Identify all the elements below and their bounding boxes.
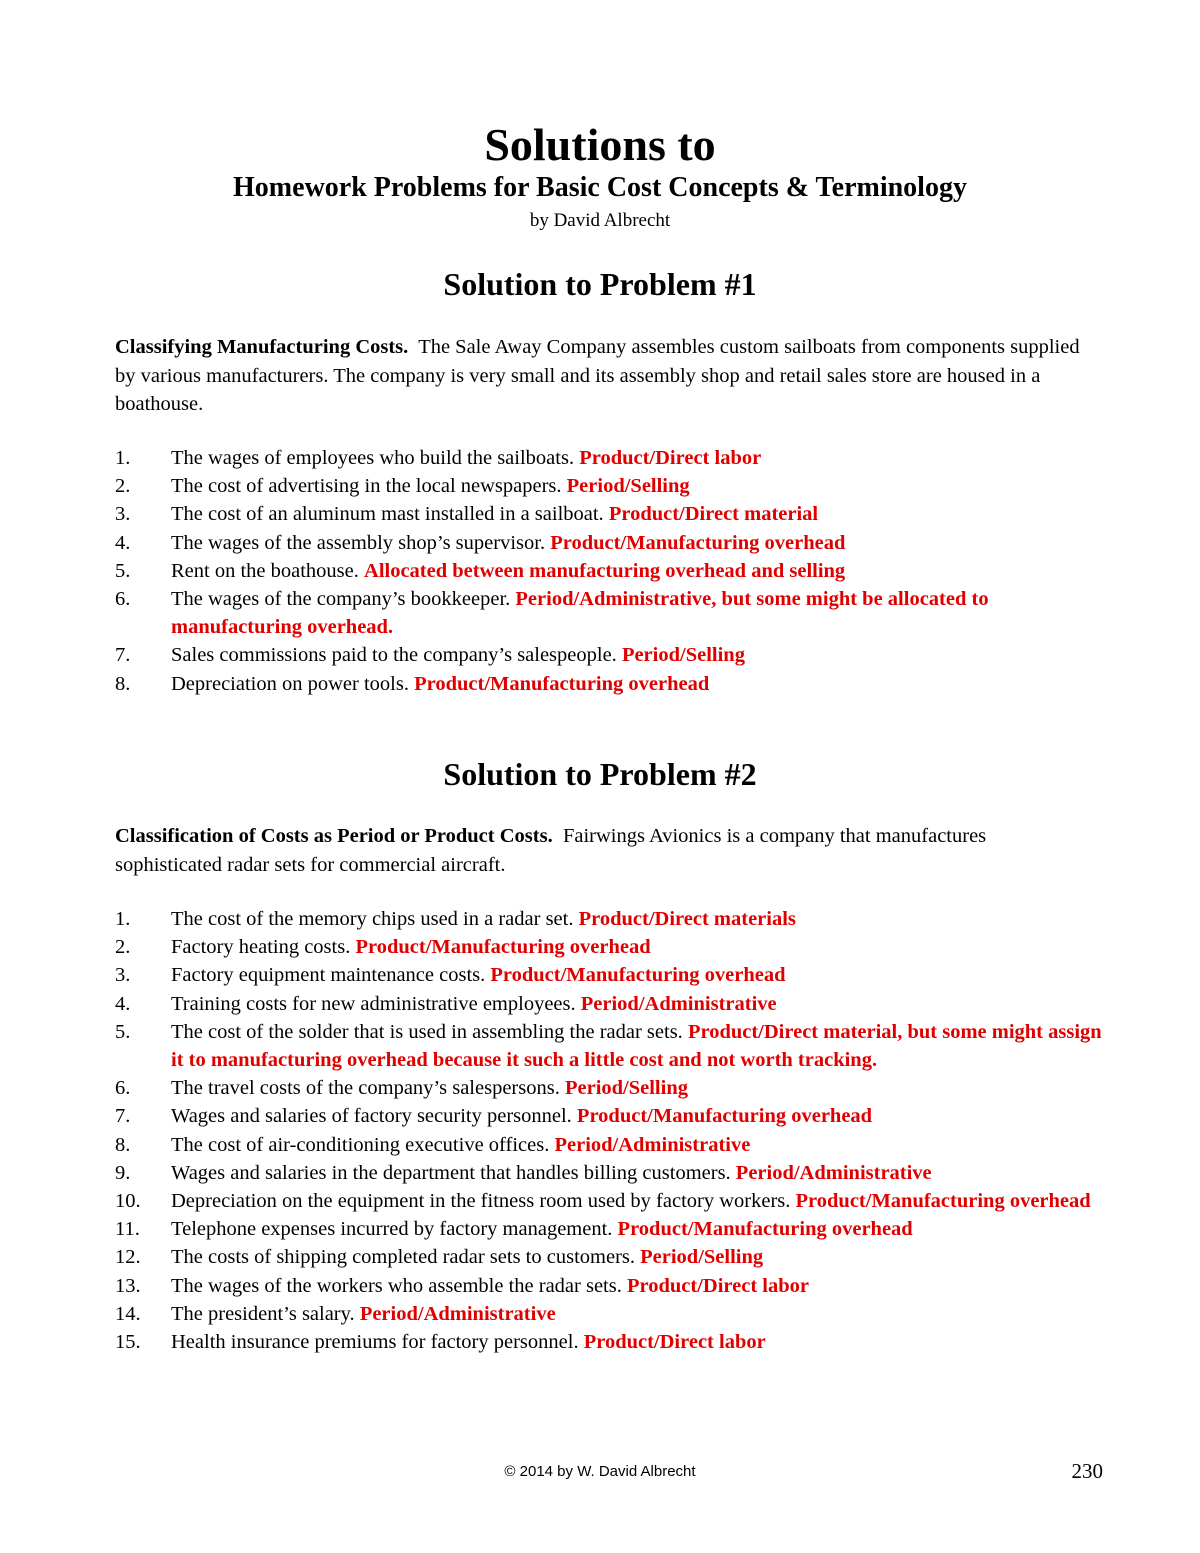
item-text: Factory equipment maintenance costs. bbox=[171, 964, 486, 987]
item-number: 4. bbox=[115, 992, 131, 1015]
item-answer: Product/Direct labor bbox=[583, 1331, 766, 1354]
item-number: 5. bbox=[115, 559, 131, 582]
item-body bbox=[171, 1187, 1105, 1215]
item-answer: Period/Administrative bbox=[735, 1161, 932, 1184]
item-body bbox=[171, 670, 1105, 698]
item-text: The wages of employees who build the sailboats. bbox=[171, 447, 575, 469]
item-answer: Product/Manufacturing overhead bbox=[550, 531, 846, 554]
page-number: 230 bbox=[1071, 1459, 1103, 1483]
problem-2-intro bbox=[115, 822, 1095, 879]
list-item bbox=[115, 585, 1105, 641]
list-item bbox=[115, 933, 1105, 961]
footer-copyright: © 2014 by W. David Albrecht bbox=[504, 1463, 696, 1480]
item-number: 11. bbox=[115, 1218, 140, 1241]
item-body bbox=[171, 1215, 1105, 1243]
list-item bbox=[115, 1018, 1105, 1074]
problem-2-heading: Solution to Problem #2 bbox=[443, 756, 757, 792]
item-number: 13. bbox=[115, 1274, 141, 1297]
problem-1-intro-text: The Sale Away Company assembles custom sailboats from components supplied by various manufacturers. The company is very small and its assembly shop and retail sales store are housed in a boathouse. bbox=[115, 336, 1080, 415]
item-text: The wages of the assembly shop’s supervisor. bbox=[171, 531, 546, 554]
item-number: 1. bbox=[115, 447, 131, 469]
list-item bbox=[115, 1159, 1105, 1187]
item-text: Rent on the boathouse. bbox=[171, 559, 359, 582]
item-text: The wages of the workers who assemble the radar sets. bbox=[171, 1274, 622, 1297]
list-item bbox=[115, 1102, 1105, 1130]
item-body bbox=[171, 1328, 1105, 1356]
item-answer: Product/Direct labor bbox=[579, 447, 762, 469]
item-body bbox=[171, 1131, 1105, 1159]
item-answer: Product/Manufacturing overhead bbox=[795, 1190, 1091, 1213]
item-body bbox=[171, 905, 1105, 933]
item-answer: Period/Administrative bbox=[359, 1302, 556, 1325]
item-answer: Period/Selling bbox=[566, 475, 690, 498]
list-item bbox=[115, 670, 1105, 698]
item-text: The cost of advertising in the local newspapers. bbox=[171, 475, 562, 498]
item-text: The cost of the solder that is used in assembling the radar sets. bbox=[171, 1020, 683, 1043]
item-answer: Period/Administrative bbox=[580, 992, 777, 1015]
item-number: 9. bbox=[115, 1161, 131, 1184]
item-answer: Period/Selling bbox=[621, 644, 745, 667]
list-item bbox=[115, 444, 1105, 472]
item-number: 7. bbox=[115, 644, 131, 667]
item-text: Health insurance premiums for factory personnel. bbox=[171, 1331, 579, 1354]
list-item bbox=[115, 472, 1105, 500]
item-answer: Product/Manufacturing overhead bbox=[355, 936, 651, 959]
page-title: Solutions to bbox=[484, 119, 716, 170]
item-number: 2. bbox=[115, 936, 131, 959]
item-text: The cost of an aluminum mast installed in a sailboat. bbox=[171, 503, 604, 526]
item-body bbox=[171, 472, 1105, 500]
item-body bbox=[171, 1074, 1105, 1102]
list-item bbox=[115, 641, 1105, 669]
item-body bbox=[171, 500, 1105, 528]
item-number: 7. bbox=[115, 1105, 131, 1128]
item-body bbox=[171, 1300, 1105, 1328]
item-body bbox=[171, 933, 1105, 961]
item-text: The president’s salary. bbox=[171, 1302, 355, 1325]
item-body bbox=[171, 1272, 1105, 1300]
problem-2-list bbox=[115, 905, 1105, 1356]
list-item bbox=[115, 1215, 1105, 1243]
item-text: Depreciation on power tools. bbox=[171, 672, 409, 695]
item-number: 2. bbox=[115, 475, 131, 498]
item-number: 6. bbox=[115, 588, 131, 611]
item-number: 14. bbox=[115, 1302, 141, 1325]
item-answer: Product/Direct material bbox=[608, 503, 819, 526]
list-item bbox=[115, 1187, 1105, 1215]
item-answer: Allocated between manufacturing overhead and selling bbox=[364, 559, 846, 582]
list-item bbox=[115, 1328, 1105, 1356]
item-answer: Product/Direct materials bbox=[578, 908, 796, 930]
item-answer: Product/Direct material, but some might assign it to manufacturing overhead because it such a little cost and not worth tracking. bbox=[171, 1020, 1102, 1072]
item-body bbox=[171, 961, 1105, 989]
item-body bbox=[171, 1102, 1105, 1130]
item-number: 8. bbox=[115, 672, 131, 695]
item-answer: Product/Manufacturing overhead bbox=[490, 964, 786, 987]
item-number: 1. bbox=[115, 908, 131, 930]
list-item bbox=[115, 500, 1105, 528]
item-body bbox=[171, 444, 1105, 472]
item-body bbox=[171, 641, 1105, 669]
item-text: Sales commissions paid to the company’s salespeople. bbox=[171, 644, 617, 667]
item-text: The costs of shipping completed radar sets to customers. bbox=[171, 1246, 635, 1269]
list-item bbox=[115, 529, 1105, 557]
item-body bbox=[171, 1243, 1105, 1271]
item-body bbox=[171, 557, 1105, 585]
problem-1-list bbox=[115, 444, 1105, 698]
item-text: Depreciation on the equipment in the fitness room used by factory workers. bbox=[171, 1190, 791, 1213]
list-item bbox=[115, 1300, 1105, 1328]
list-item bbox=[115, 1074, 1105, 1102]
item-text: Factory heating costs. bbox=[171, 936, 351, 959]
item-text: The wages of the company’s bookkeeper. bbox=[171, 588, 511, 611]
item-number: 3. bbox=[115, 964, 131, 987]
list-item bbox=[115, 1272, 1105, 1300]
item-text: Wages and salaries of factory security personnel. bbox=[171, 1105, 572, 1128]
list-item bbox=[115, 990, 1105, 1018]
list-item bbox=[115, 1243, 1105, 1271]
item-answer: Period/Administrative bbox=[554, 1133, 751, 1156]
item-text: The travel costs of the company’s salespersons. bbox=[171, 1077, 560, 1100]
item-number: 6. bbox=[115, 1077, 131, 1100]
item-number: 3. bbox=[115, 503, 131, 526]
item-answer: Product/Manufacturing overhead bbox=[576, 1105, 873, 1128]
item-text: The cost of the memory chips used in a radar set. bbox=[171, 908, 574, 930]
item-number: 15. bbox=[115, 1331, 141, 1354]
item-body bbox=[171, 1018, 1105, 1074]
item-number: 8. bbox=[115, 1133, 131, 1156]
item-answer: Period/Selling bbox=[564, 1077, 688, 1100]
item-answer: Period/Administrative, but some might be allocated to manufacturing overhead. bbox=[171, 588, 989, 639]
item-body bbox=[171, 990, 1105, 1018]
problem-1-intro-lead: Classifying Manufacturing Costs. bbox=[115, 336, 409, 358]
problem-1-heading: Solution to Problem #1 bbox=[443, 266, 757, 302]
item-body bbox=[171, 585, 1105, 641]
list-item bbox=[115, 905, 1105, 933]
list-item bbox=[115, 557, 1105, 585]
item-answer: Product/Direct labor bbox=[626, 1274, 809, 1297]
page-subtitle: Homework Problems for Basic Cost Concepts & Terminology bbox=[233, 172, 967, 203]
item-body bbox=[171, 1159, 1105, 1187]
problem-2-intro-text: Fairwings Avionics is a company that manufactures sophisticated radar sets for commercial aircraft. bbox=[115, 825, 987, 876]
item-text: Training costs for new administrative employees. bbox=[171, 992, 576, 1015]
item-answer: Product/Manufacturing overhead bbox=[617, 1218, 913, 1241]
item-text: The cost of air-conditioning executive offices. bbox=[171, 1133, 550, 1156]
item-answer: Product/Manufacturing overhead bbox=[414, 672, 710, 695]
item-number: 10. bbox=[115, 1190, 141, 1213]
problem-2-intro-lead: Classification of Costs as Period or Product Costs. bbox=[115, 825, 553, 847]
item-number: 5. bbox=[115, 1020, 131, 1043]
item-number: 4. bbox=[115, 531, 131, 554]
problem-1-intro bbox=[115, 333, 1095, 419]
author-line: by David Albrecht bbox=[529, 210, 671, 231]
list-item bbox=[115, 961, 1105, 989]
item-text: Telephone expenses incurred by factory management. bbox=[171, 1218, 613, 1241]
item-text: Wages and salaries in the department that handles billing customers. bbox=[171, 1161, 731, 1184]
item-answer: Period/Selling bbox=[640, 1246, 764, 1269]
item-number: 12. bbox=[115, 1246, 141, 1269]
item-body bbox=[171, 529, 1105, 557]
list-item bbox=[115, 1131, 1105, 1159]
